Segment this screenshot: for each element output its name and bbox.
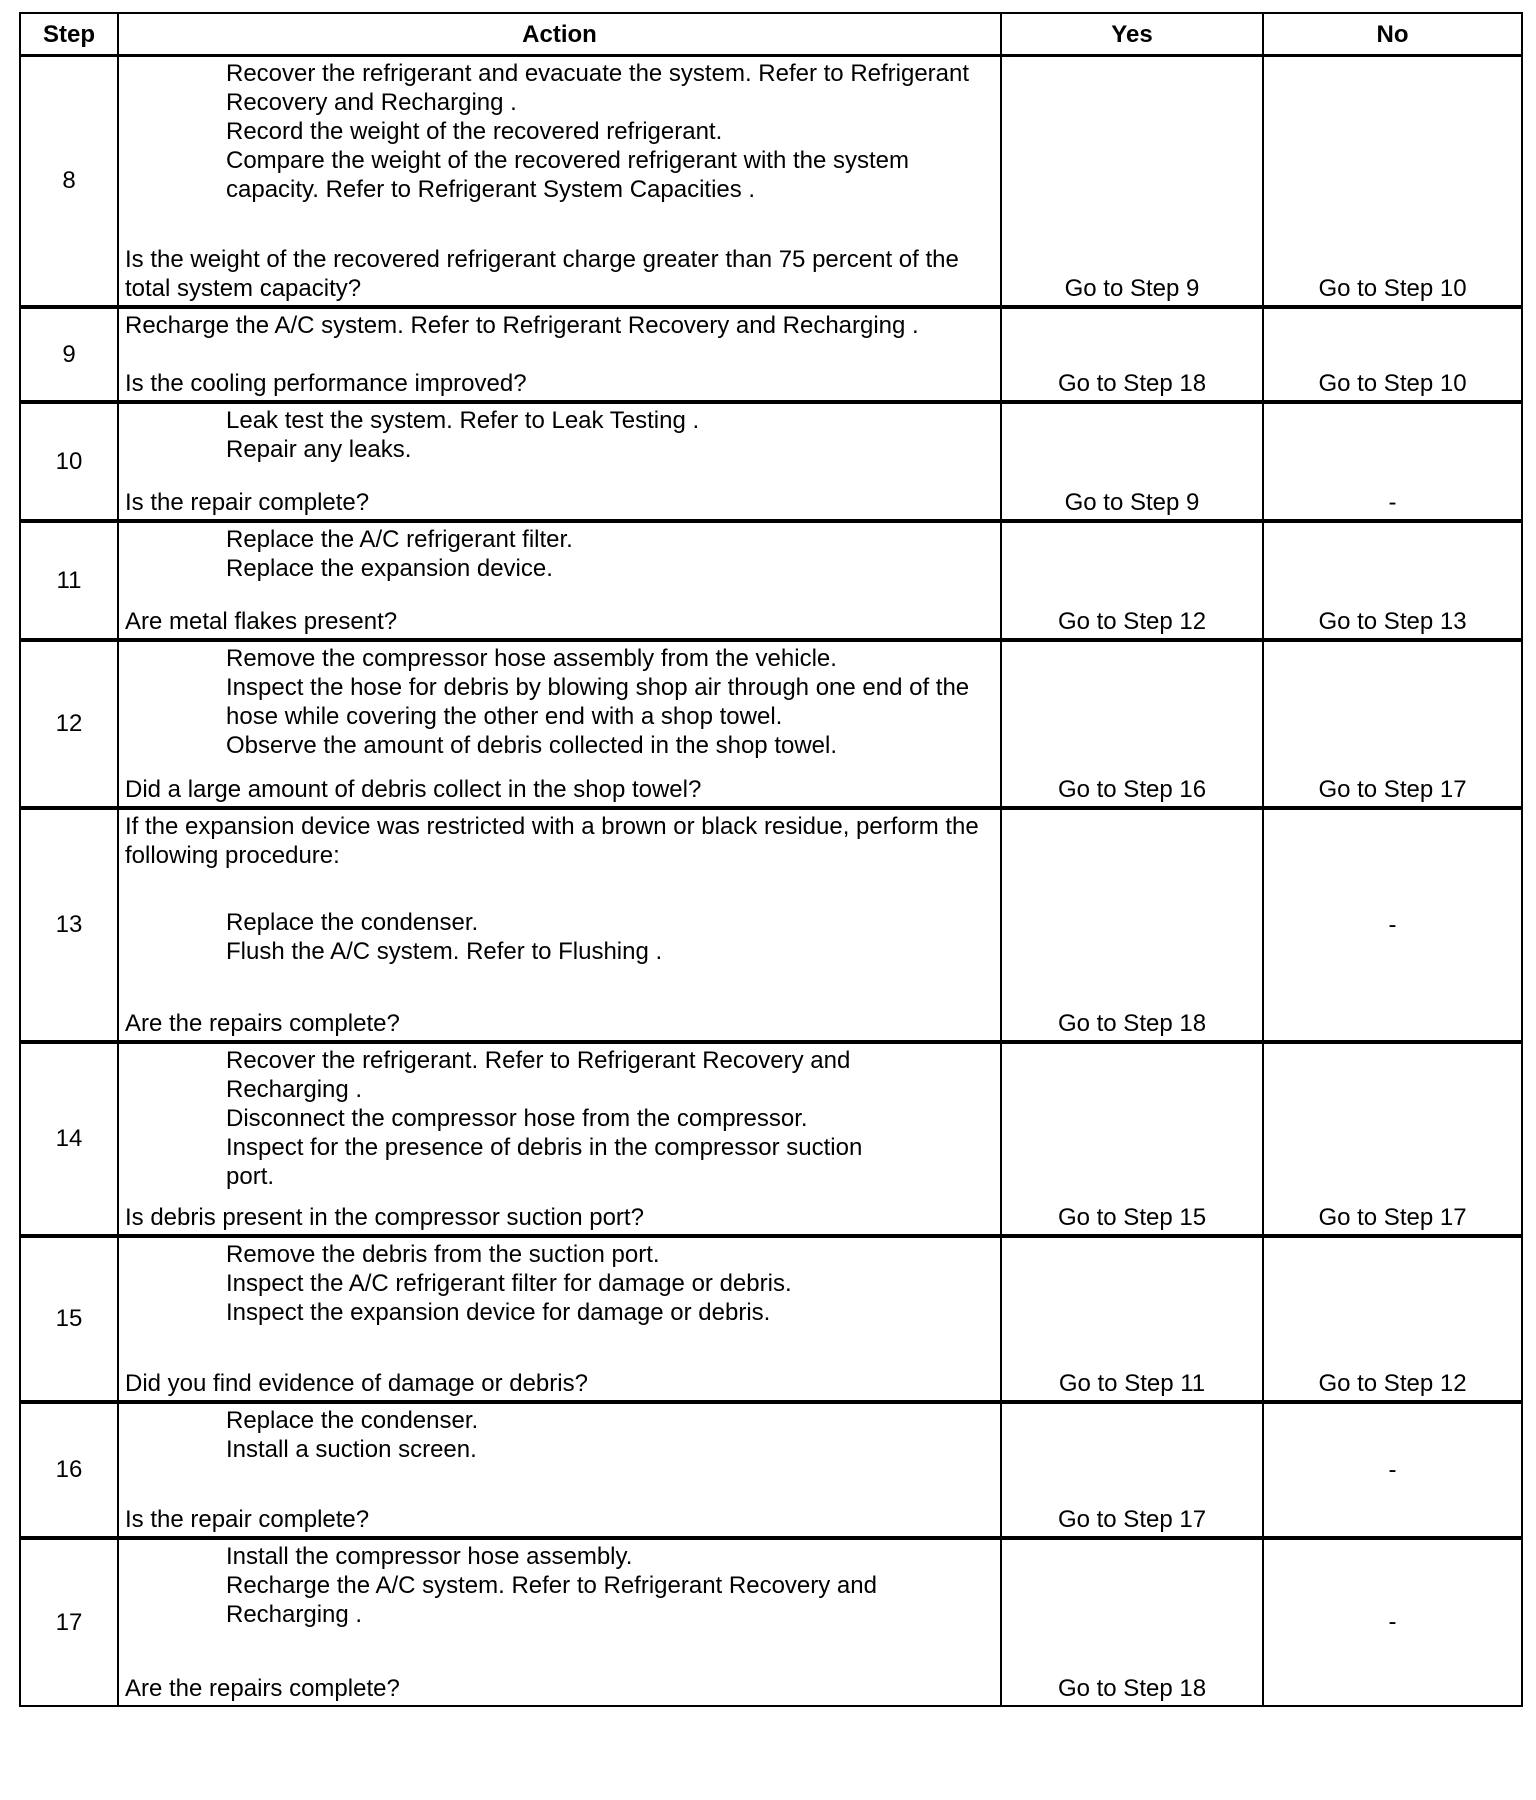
no-cell [1263, 1042, 1522, 1236]
instruction-list [125, 908, 996, 966]
question-text: Did you find evidence of damage or debris? [125, 1369, 588, 1397]
intro-text: If the expansion device was restricted with a brown or black residue, perform the following procedure: [125, 812, 979, 869]
yes-cell [1001, 808, 1263, 1042]
question-text: Are the repairs complete? [125, 1674, 400, 1702]
instruction-line: Recharge the A/C system. Refer to Refrigerant Recovery and Recharging . [226, 1571, 877, 1628]
no-answer: - [1388, 488, 1397, 516]
no-cell [1263, 56, 1522, 307]
yes-cell [1001, 1402, 1263, 1538]
no-cell [1263, 1236, 1522, 1402]
table-row [20, 1402, 1522, 1538]
step-number: 15 [20, 1236, 118, 1402]
step-number: 17 [20, 1538, 118, 1706]
instruction-line: Inspect for the presence of debris in the compressor suction port. [226, 1133, 863, 1190]
step-number: 10 [20, 402, 118, 521]
instruction-list [125, 1542, 996, 1629]
diagnostic-table-container [19, 12, 1521, 1707]
yes-cell [1001, 1538, 1263, 1706]
no-cell [1263, 521, 1522, 640]
instruction-line: Remove the compressor hose assembly from the vehicle. [226, 644, 837, 672]
no-answer: - [1388, 1456, 1397, 1483]
instruction-line: Compare the weight of the recovered refrigerant with the system capacity. Refer to Refrigerant System Capacities . [226, 147, 909, 203]
yes-answer: Go to Step 9 [1064, 488, 1200, 516]
header-yes: Yes [1001, 13, 1263, 56]
step-number: 16 [20, 1402, 118, 1538]
instruction-line: Replace the condenser. [226, 908, 479, 936]
no-answer: Go to Step 17 [1318, 775, 1467, 803]
yes-cell [1001, 521, 1263, 640]
action-cell [118, 402, 1001, 521]
header-no: No [1263, 13, 1522, 56]
action-cell [118, 1236, 1001, 1402]
instruction-line: Record the weight of the recovered refrigerant. [226, 118, 723, 145]
question-text: Is debris present in the compressor suction port? [125, 1203, 644, 1231]
intro-text: Recharge the A/C system. Refer to Refrigerant Recovery and Recharging . [125, 311, 919, 339]
no-answer: Go to Step 13 [1318, 607, 1467, 635]
table-row [20, 1538, 1522, 1706]
yes-answer: Go to Step 9 [1064, 274, 1200, 302]
instruction-list [125, 1240, 996, 1327]
step-number: 13 [20, 808, 118, 1042]
instruction-line: Observe the amount of debris collected in the shop towel. [226, 731, 838, 759]
yes-answer: Go to Step 15 [1057, 1203, 1207, 1231]
no-answer: - [1388, 911, 1397, 938]
instruction-line: Inspect the hose for debris by blowing shop air through one end of the hose while covering the other end with a shop towel. [226, 673, 970, 730]
table-row [20, 808, 1522, 1042]
diagnostic-table [19, 12, 1523, 1707]
instruction-line: Recover the refrigerant and evacuate the system. Refer to Refrigerant Recovery and Recharging . [226, 60, 970, 116]
instruction-line: Recover the refrigerant. Refer to Refrigerant Recovery and Recharging . [226, 1046, 851, 1103]
step-number: 11 [20, 521, 118, 640]
no-cell [1263, 1402, 1522, 1538]
question-text: Is the repair complete? [125, 488, 370, 516]
instruction-list [125, 1046, 996, 1191]
instruction-line: Inspect the A/C refrigerant filter for damage or debris. [226, 1269, 792, 1297]
table-row [20, 640, 1522, 808]
instruction-line: Flush the A/C system. Refer to Flushing . [226, 937, 663, 965]
action-cell [118, 1042, 1001, 1236]
yes-answer: Go to Step 17 [1057, 1505, 1207, 1533]
no-cell [1263, 307, 1522, 402]
instruction-line: Replace the A/C refrigerant filter. [226, 525, 573, 553]
instruction-line: Install a suction screen. [226, 1435, 477, 1463]
action-cell [118, 808, 1001, 1042]
step-number: 9 [20, 307, 118, 402]
yes-answer: Go to Step 16 [1057, 775, 1207, 803]
yes-answer: Go to Step 18 [1057, 1674, 1207, 1702]
no-answer: Go to Step 12 [1318, 1369, 1467, 1397]
step-number: 12 [20, 640, 118, 808]
yes-answer: Go to Step 11 [1058, 1369, 1206, 1397]
table-row [20, 56, 1522, 307]
header-action: Action [118, 13, 1001, 56]
action-cell [118, 640, 1001, 808]
table-row [20, 521, 1522, 640]
yes-cell [1001, 1042, 1263, 1236]
no-cell [1263, 640, 1522, 808]
action-cell [118, 307, 1001, 402]
table-row [20, 1042, 1522, 1236]
yes-cell [1001, 1236, 1263, 1402]
instruction-list [125, 406, 996, 464]
no-answer: Go to Step 17 [1318, 1203, 1467, 1231]
instruction-line: Remove the debris from the suction port. [226, 1240, 660, 1268]
header-step: Step [20, 13, 118, 56]
action-cell [118, 1538, 1001, 1706]
yes-answer: Go to Step 12 [1057, 607, 1207, 635]
header-row [20, 13, 1522, 56]
no-answer: - [1388, 1608, 1397, 1636]
yes-cell [1001, 56, 1263, 307]
yes-cell [1001, 402, 1263, 521]
instruction-list [125, 525, 996, 583]
action-cell [118, 1402, 1001, 1538]
instruction-line: Replace the condenser. [226, 1406, 479, 1434]
step-number: 14 [20, 1042, 118, 1236]
instruction-line: Leak test the system. Refer to Leak Testing . [226, 406, 700, 434]
action-cell [118, 56, 1001, 307]
no-cell [1263, 402, 1522, 521]
instruction-line: Install the compressor hose assembly. [226, 1542, 633, 1570]
question-text: Are metal flakes present? [125, 607, 398, 635]
instruction-line: Repair any leaks. [226, 435, 412, 463]
table-row [20, 402, 1522, 521]
no-cell [1263, 1538, 1522, 1706]
instruction-list [125, 644, 996, 760]
question-text: Did a large amount of debris collect in the shop towel? [125, 775, 702, 803]
instruction-line: Replace the expansion device. [226, 554, 553, 582]
instruction-line: Disconnect the compressor hose from the compressor. [226, 1104, 808, 1132]
question-text: Is the weight of the recovered refrigerant charge greater than 75 percent of the total system capacity? [125, 245, 959, 302]
action-cell [118, 521, 1001, 640]
yes-answer: Go to Step 18 [1057, 369, 1207, 397]
table-row [20, 1236, 1522, 1402]
no-cell [1263, 808, 1522, 1042]
question-text: Is the cooling performance improved? [125, 369, 527, 397]
yes-cell [1001, 640, 1263, 808]
instruction-list [125, 1406, 996, 1464]
yes-answer: Go to Step 18 [1057, 1009, 1207, 1037]
instruction-list [125, 59, 996, 204]
step-number: 8 [20, 56, 118, 307]
no-answer: Go to Step 10 [1318, 369, 1467, 397]
question-text: Are the repairs complete? [125, 1009, 400, 1037]
yes-cell [1001, 307, 1263, 402]
question-text: Is the repair complete? [125, 1505, 370, 1533]
no-answer: Go to Step 10 [1318, 274, 1467, 302]
table-row [20, 307, 1522, 402]
instruction-line: Inspect the expansion device for damage or debris. [226, 1298, 771, 1326]
